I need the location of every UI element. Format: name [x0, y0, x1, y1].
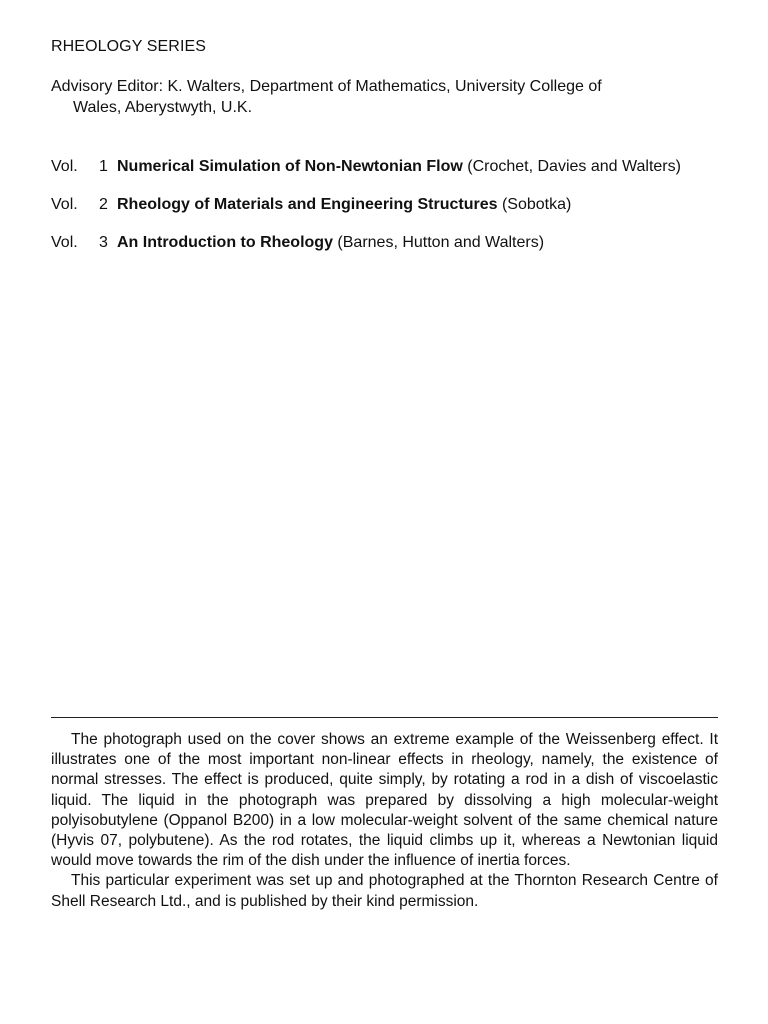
volume-label: Vol. [51, 158, 78, 175]
volume-title: An Introduction to Rheology [117, 234, 333, 251]
volume-number: 2 [99, 196, 108, 213]
volume-number: 1 [99, 158, 108, 175]
volume-item [51, 156, 731, 177]
volume-title: Rheology of Materials and Engineering Structures [117, 196, 498, 213]
cover-note-paragraph-1: The photograph used on the cover shows an extreme example of the Weissenberg effect. It illustrates one of the most important non-linear effects in rheology, namely, the existence of normal stresses. The effect is produced, quite simply, by rotating a rod in a dish of viscoelastic liquid. The liquid in the photograph was prepared by dissolving a high molecular-weight polyisobutylene (Oppanol B200) in a low molecular-weight solvent of the same chemical nature (Hyvis 07, polybutene). As the rod rotates, the liquid climbs up it, whereas a Newtonian liquid would move towards the rim of the dish under the influence of inertia forces. [51, 731, 718, 870]
volume-entry [117, 194, 731, 215]
advisory-line-1: Advisory Editor: K. Walters, Department of Mathematics, University College of [51, 78, 602, 95]
volume-item [51, 194, 731, 215]
volume-label: Vol. [51, 196, 78, 213]
volume-authors: (Sobotka) [497, 196, 572, 213]
advisory-line-2: Wales, Aberystwyth, U.K. [73, 99, 253, 116]
section-divider [51, 717, 718, 718]
volume-entry [117, 156, 731, 177]
volume-authors: (Barnes, Hutton and Walters) [332, 234, 545, 251]
cover-note-paragraph-2: This particular experiment was set up and photographed at the Thornton Research Centre of Shell Research Ltd., and is published by their kind permission. [51, 872, 718, 910]
volume-list [51, 156, 731, 253]
series-heading: RHEOLOGY SERIES [51, 38, 207, 55]
volume-title: Numerical Simulation of Non-Newtonian Flow [117, 158, 463, 175]
volume-item [51, 232, 731, 253]
volume-number: 3 [99, 234, 108, 251]
volume-authors: (Crochet, Davies and Walters) [462, 158, 681, 175]
volume-entry [117, 232, 731, 253]
advisory-editor-note [51, 76, 731, 118]
cover-photo-note [51, 730, 718, 912]
volume-label: Vol. [51, 234, 78, 251]
